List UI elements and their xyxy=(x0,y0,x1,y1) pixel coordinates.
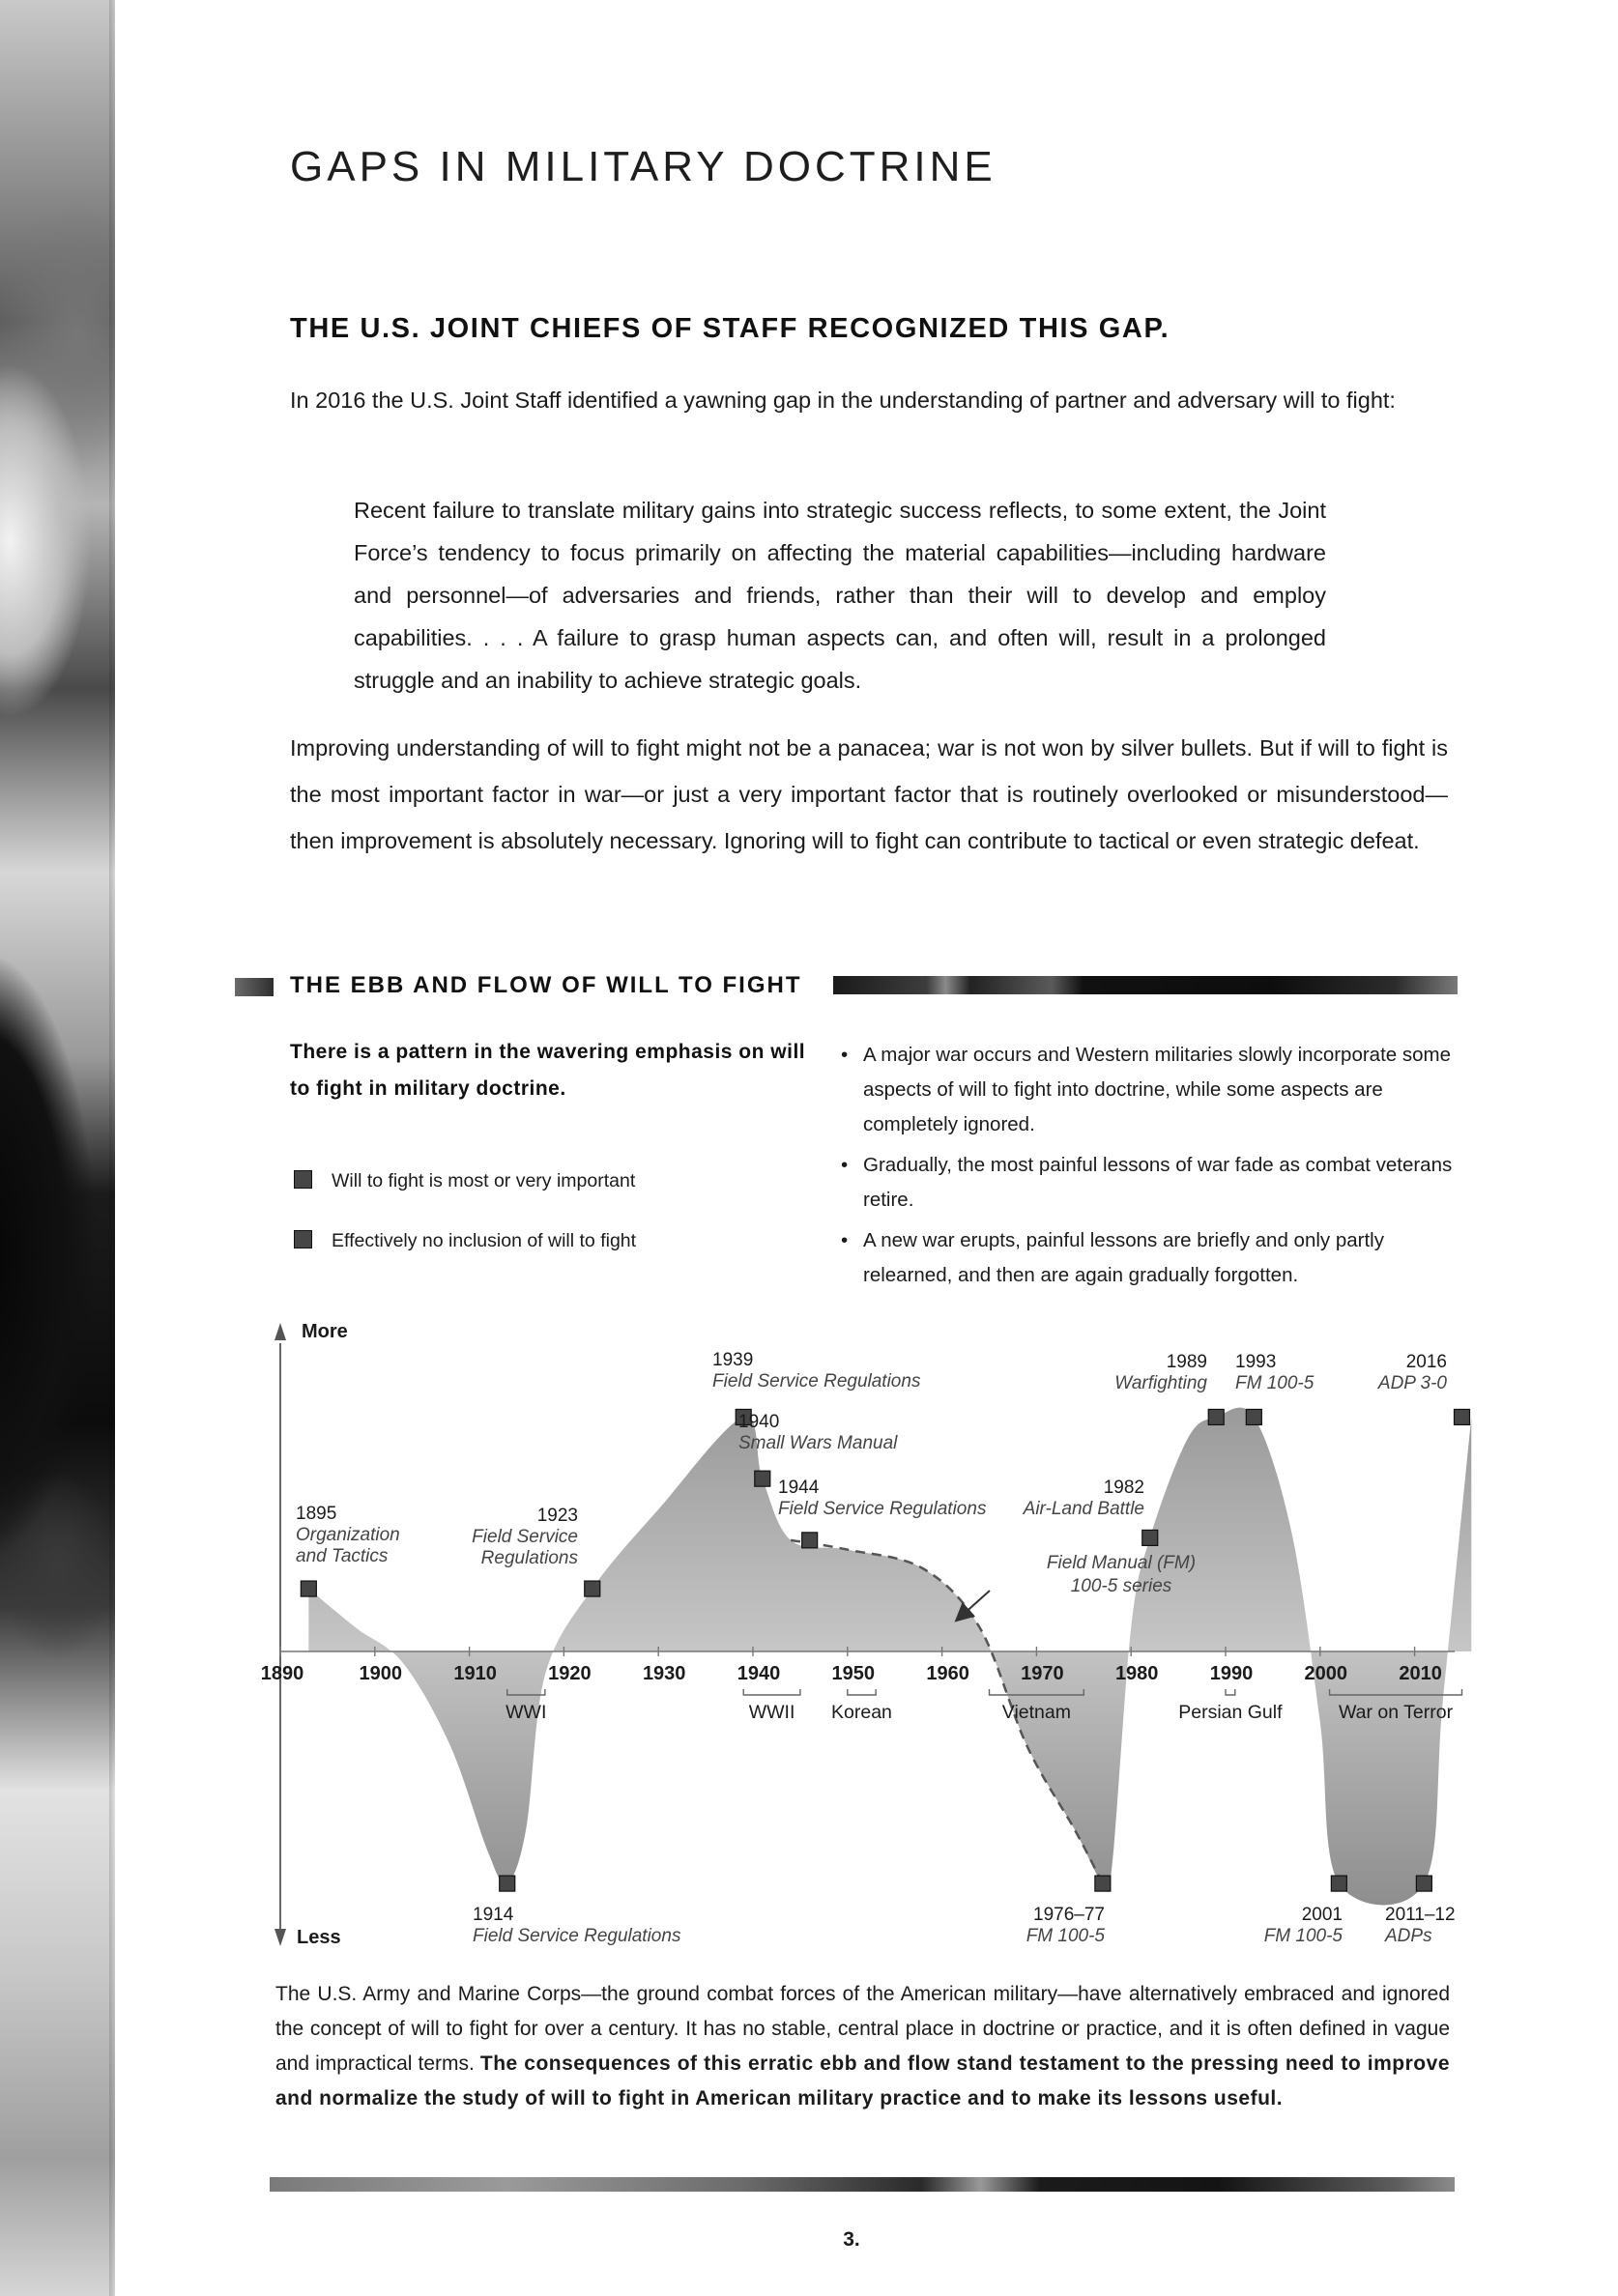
doctrine-marker xyxy=(1455,1409,1470,1424)
war-label: Persian Gulf xyxy=(1178,1702,1283,1723)
doctrine-name-label: Warfighting xyxy=(1114,1373,1207,1393)
pattern-statement: There is a pattern in the wavering emphasis on will to fight in military doctrine. xyxy=(290,1041,806,1100)
x-tick-label: 1970 xyxy=(1021,1663,1064,1684)
doctrine-marker xyxy=(1208,1409,1224,1424)
doctrine-marker xyxy=(585,1581,600,1596)
doctrine-name-label: FM 100-5 xyxy=(1026,1926,1105,1946)
doctrine-year-label: 1976–77 xyxy=(1033,1905,1105,1925)
x-tick-label: 2010 xyxy=(1399,1663,1442,1684)
doctrine-marker xyxy=(802,1533,818,1548)
doctrine-marker xyxy=(301,1581,316,1596)
doctrine-year-label: 1914 xyxy=(473,1905,514,1925)
doctrine-name-label: FM 100-5 xyxy=(1235,1373,1315,1393)
doctrine-name-label: Organization and Tactics xyxy=(296,1525,400,1566)
doctrine-marker xyxy=(1246,1409,1261,1424)
war-bracket xyxy=(1226,1689,1235,1695)
x-tick-label: 1950 xyxy=(831,1663,876,1684)
legend-label: Will to fight is most or very important xyxy=(332,1170,636,1191)
annotation-arrow xyxy=(962,1591,990,1616)
y-axis-arrow-down xyxy=(274,1929,286,1946)
y-axis-label-less: Less xyxy=(297,1927,341,1948)
x-tick-label: 1890 xyxy=(260,1663,304,1684)
doctrine-year-label: 2016 xyxy=(1405,1352,1447,1372)
block-quote: Recent failure to translate military gains into strategic success reflects, to some extent, the Joint Force’s tendency to focus primarily on affecting the material capabilities—including hardware and personnel—of adversaries and friends, rather than their will to develop and employ capabilities. . . . A failure to grasp human aspects can, and often will, result in a prolonged struggle and an inability to achieve strategic goals. xyxy=(354,498,1326,693)
x-tick-label: 1930 xyxy=(642,1663,686,1684)
war-bracket xyxy=(743,1689,800,1695)
doctrine-marker xyxy=(500,1876,515,1891)
x-tick-label: 1920 xyxy=(548,1663,592,1684)
body-paragraph: Improving understanding of will to fight might not be a panacea; war is not won by silver bullets. But if will to fight is the most important factor in war—or just a very important factor that is routinely overlooked or misunderstood—then improvement is absolutely necessary. Ignoring will to fight can contribute to tactical or even strategic defeat. xyxy=(290,735,1448,853)
doctrine-year-label: 1944 xyxy=(778,1478,820,1498)
doctrine-name-label: ADP 3-0 xyxy=(1377,1373,1447,1393)
x-tick-label: 1980 xyxy=(1114,1663,1159,1684)
doctrine-marker xyxy=(1095,1876,1111,1891)
doctrine-marker xyxy=(1416,1876,1431,1891)
x-tick-label: 1960 xyxy=(926,1663,969,1684)
x-tick-label: 1990 xyxy=(1209,1663,1254,1684)
doctrine-marker xyxy=(1142,1530,1158,1545)
war-label: WWII xyxy=(748,1702,795,1723)
x-tick-label: 1910 xyxy=(453,1663,497,1684)
bullet-item: • A major war occurs and Western militaries slowly incorporate some aspects of will to fight into doctrine, while some aspects are completely ignored. xyxy=(839,1038,1458,1142)
war-label: Vietnam xyxy=(1001,1702,1071,1723)
doctrine-name-label: Field Service Regulations xyxy=(778,1499,987,1519)
doctrine-year-label: 2001 xyxy=(1301,1905,1343,1925)
conclusion-paragraph xyxy=(275,1977,1450,2116)
chart-section-heading: THE EBB AND FLOW OF WILL TO FIGHT xyxy=(290,972,802,998)
doctrine-marker xyxy=(1331,1876,1346,1891)
doctrine-year-label: 1940 xyxy=(738,1412,780,1432)
conclusion-bold-text: The consequences of this erratic ebb and flow stand testament to the pressing need to improve and normalize the study of will to fight in American military practice and to make its lessons useful. xyxy=(275,2052,1450,2109)
fm-series-annotation: Field Manual (FM) 100-5 series xyxy=(1046,1553,1197,1596)
conclusion-regular-text: The U.S. Army and Marine Corps—the ground combat forces of the American military—have alternatively embraced and ignored the concept of will to fight for over a century. It has no stable, central place in doctrine or practice, and it is often defined in vague and impractical terms. xyxy=(275,1983,1450,2075)
bullet-item: • A new war erupts, painful lessons are briefly and only partly relearned, and then are again gradually forgotten. xyxy=(839,1223,1458,1293)
war-label: Korean xyxy=(831,1702,892,1723)
area-below-baseline xyxy=(308,1408,1471,1906)
doctrine-year-label: 2011–12 xyxy=(1385,1905,1456,1925)
doctrine-name-label: FM 100-5 xyxy=(1263,1926,1343,1946)
y-axis-arrow-up xyxy=(274,1323,286,1340)
intro-paragraph: In 2016 the U.S. Joint Staff identified a yawning gap in the understanding of partner and adversary will to fight: xyxy=(290,387,1396,413)
doctrine-year-label: 1923 xyxy=(536,1506,578,1526)
doctrine-name-label: Field Service Regulations xyxy=(472,1527,578,1568)
doctrine-name-label: Field Service Regulations xyxy=(712,1371,921,1392)
y-axis-label-more: More xyxy=(302,1321,348,1342)
doctrine-name-label: Small Wars Manual xyxy=(738,1433,898,1453)
war-label: War on Terror xyxy=(1338,1702,1454,1723)
war-label: WWI xyxy=(506,1702,547,1723)
war-bracket xyxy=(848,1689,876,1695)
doctrine-name-label: ADPs xyxy=(1385,1926,1432,1946)
x-tick-label: 2000 xyxy=(1304,1663,1348,1684)
doctrine-name-label: Air-Land Battle xyxy=(1023,1499,1144,1519)
doctrine-year-label: 1982 xyxy=(1103,1478,1144,1498)
bullet-item: • Gradually, the most painful lessons of war fade as combat veterans retire. xyxy=(839,1148,1458,1218)
doctrine-name-label: Field Service Regulations xyxy=(473,1926,681,1946)
doctrine-marker xyxy=(755,1471,770,1486)
x-tick-label: 1900 xyxy=(359,1663,403,1684)
page-title: GAPS IN MILITARY DOCTRINE xyxy=(290,143,997,190)
section-heading: THE U.S. JOINT CHIEFS OF STAFF RECOGNIZED THIS GAP. xyxy=(290,313,1170,344)
doctrine-year-label: 1989 xyxy=(1166,1352,1207,1372)
doctrine-year-label: 1895 xyxy=(296,1504,337,1524)
legend-label: Effectively no inclusion of will to fight xyxy=(332,1230,637,1251)
x-tick-label: 1940 xyxy=(737,1663,781,1684)
doctrine-year-label: 1993 xyxy=(1235,1352,1277,1372)
doctrine-year-label: 1939 xyxy=(712,1350,754,1370)
bottom-band xyxy=(270,2177,1455,2192)
page-number: 3. xyxy=(843,2228,860,2251)
